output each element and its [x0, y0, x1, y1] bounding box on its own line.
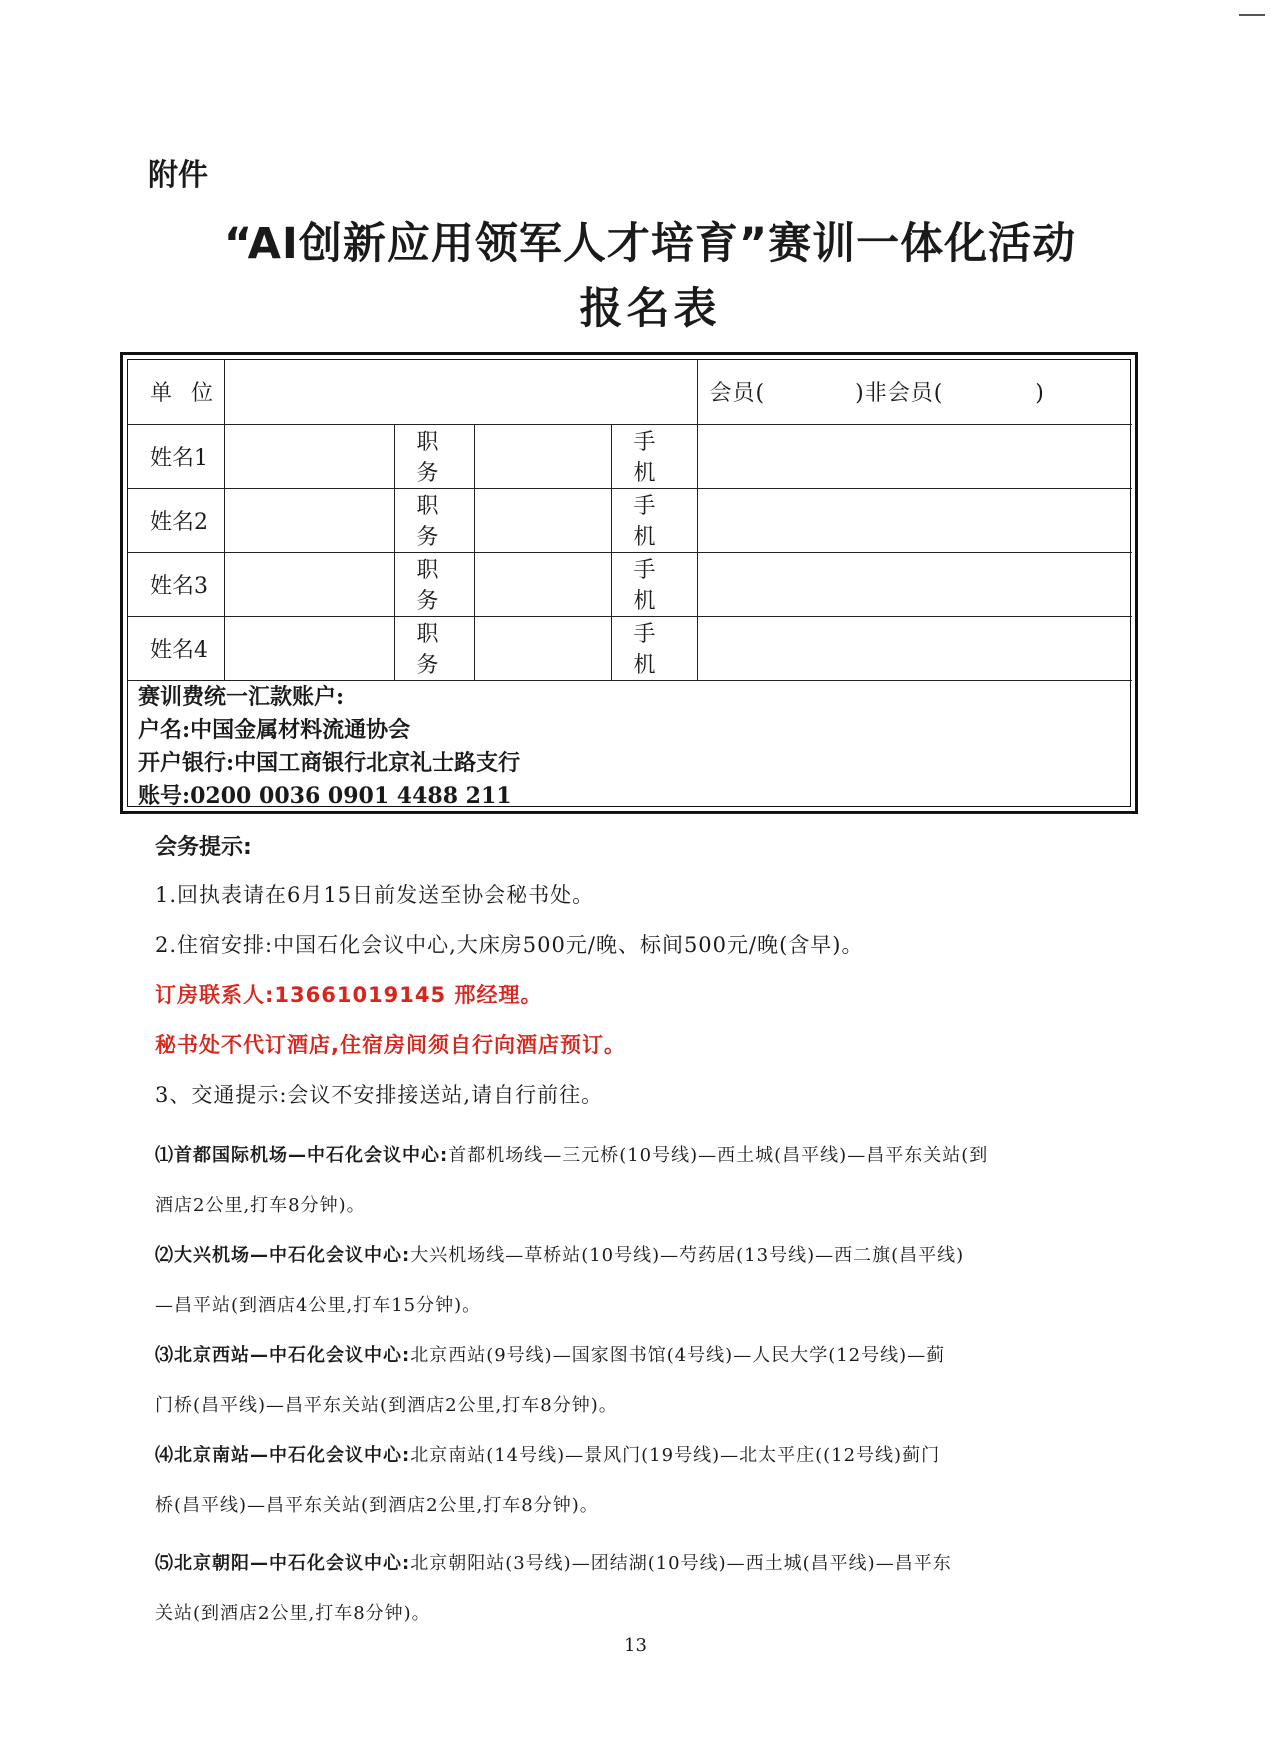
position-label: 职 务 [394, 552, 474, 616]
position-input[interactable] [474, 488, 611, 552]
attachment-label: 附件 [148, 158, 208, 193]
booking-notice: 秘书处不代订酒店,住宿房间须自行向酒店预订。 [155, 1033, 626, 1057]
route-line: 北京朝阳站(3号线)—团结湖(10号线)—西土城(昌平线)—昌平东 [410, 1553, 952, 1574]
account-info [128, 680, 1132, 813]
table-row [128, 552, 1132, 616]
account-bank-value: 中国工商银行北京礼士路支行 [234, 749, 521, 776]
route-item [155, 1231, 1115, 1331]
account-number-label: 账号: [138, 782, 191, 809]
position-input[interactable] [474, 552, 611, 616]
route-line: 关站(到酒店2公里,打车8分钟)。 [155, 1603, 431, 1624]
name-input[interactable] [224, 616, 394, 680]
unit-input[interactable] [224, 360, 697, 424]
route-item [155, 1131, 1115, 1231]
name-input[interactable] [224, 488, 394, 552]
account-heading: 赛训费统一汇款账户: [138, 683, 345, 710]
member-close: ) [855, 381, 865, 407]
route-line: 大兴机场线—草桥站(10号线)—芍药居(13号线)—西二旗(昌平线) [410, 1245, 965, 1266]
name-label: 姓名4 [128, 616, 224, 680]
meeting-notes [155, 830, 1115, 1639]
membership-cell[interactable] [697, 360, 1132, 424]
account-bank-label: 开户银行: [138, 749, 235, 776]
route-line: 首都机场线—三元桥(10号线)—西土城(昌平线)—昌平东关站(到 [448, 1145, 989, 1166]
page-subtitle: 报名表 [579, 284, 721, 334]
phone-label: 手 机 [611, 552, 697, 616]
route-line: 北京西站(9号线)—国家图书馆(4号线)—人民大学(12号线)—蓟 [410, 1345, 946, 1366]
position-label: 职 务 [394, 616, 474, 680]
route-title: ⑵大兴机场—中石化会议中心: [155, 1245, 411, 1266]
registration-table [128, 360, 1132, 814]
account-name-value: 中国金属材料流通协会 [190, 716, 411, 743]
phone-label: 手 机 [611, 616, 697, 680]
nonmember-close: ) [1035, 381, 1045, 407]
table-row [128, 616, 1132, 680]
note-item-2: 2.住宿安排:中国石化会议中心,大床房500元/晚、标间500元/晚(含早)。 [155, 933, 864, 957]
phone-input[interactable] [697, 616, 1132, 680]
name-label: 姓名3 [128, 552, 224, 616]
route-item [155, 1431, 1115, 1531]
phone-input[interactable] [697, 552, 1132, 616]
position-label: 职 务 [394, 488, 474, 552]
route-line: —昌平站(到酒店4公里,打车15分钟)。 [155, 1295, 482, 1316]
registration-form [120, 352, 1138, 814]
registration-form-inner [127, 359, 1131, 807]
account-number-line [138, 780, 1132, 813]
name-label: 姓名2 [128, 488, 224, 552]
name-input[interactable] [224, 552, 394, 616]
booking-contact: 订房联系人:13661019145 邢经理。 [155, 983, 543, 1007]
route-title: ⑶北京西站—中石化会议中心: [155, 1345, 411, 1366]
route-line: 北京南站(14号线)—景风门(19号线)—北太平庄((12号线)蓟门 [410, 1445, 941, 1466]
account-name-line [138, 714, 1132, 747]
scan-corner-mark [1239, 0, 1265, 16]
account-name-label: 户名: [138, 716, 191, 743]
page-title: “AI创新应用领军人才培育”赛训一体化活动 [223, 219, 1077, 269]
nonmember-label: 非会员( [864, 381, 944, 407]
phone-label: 手 机 [611, 488, 697, 552]
account-number-value: 0200 0036 0901 4488 211 [190, 782, 512, 809]
unit-row [128, 360, 1132, 424]
route-title: ⑴首都国际机场—中石化会议中心: [155, 1145, 449, 1166]
route-title: ⑷北京南站—中石化会议中心: [155, 1445, 411, 1466]
page-number: 13 [624, 1635, 647, 1656]
note-item-3: 3、交通提示:会议不安排接送站,请自行前往。 [155, 1083, 604, 1107]
name-input[interactable] [224, 424, 394, 488]
table-row [128, 424, 1132, 488]
phone-label: 手 机 [611, 424, 697, 488]
note-item-1: 1.回执表请在6月15日前发送至协会秘书处。 [155, 883, 595, 907]
route-title: ⑸北京朝阳—中石化会议中心: [155, 1553, 411, 1574]
route-line: 桥(昌平线)—昌平东关站(到酒店2公里,打车8分钟)。 [155, 1495, 599, 1516]
route-item [155, 1331, 1115, 1431]
account-bank-line [138, 747, 1132, 780]
position-input[interactable] [474, 616, 611, 680]
name-label: 姓名1 [128, 424, 224, 488]
route-line: 门桥(昌平线)—昌平东关站(到酒店2公里,打车8分钟)。 [155, 1395, 618, 1416]
member-label: 会员( [709, 381, 766, 407]
account-row [128, 680, 1132, 813]
route-item [155, 1539, 1115, 1639]
position-label: 职 务 [394, 424, 474, 488]
phone-input[interactable] [697, 424, 1132, 488]
position-input[interactable] [474, 424, 611, 488]
phone-input[interactable] [697, 488, 1132, 552]
table-row [128, 488, 1132, 552]
route-line: 酒店2公里,打车8分钟)。 [155, 1195, 366, 1216]
notes-heading: 会务提示: [155, 835, 252, 860]
unit-label: 单 位 [128, 360, 224, 424]
